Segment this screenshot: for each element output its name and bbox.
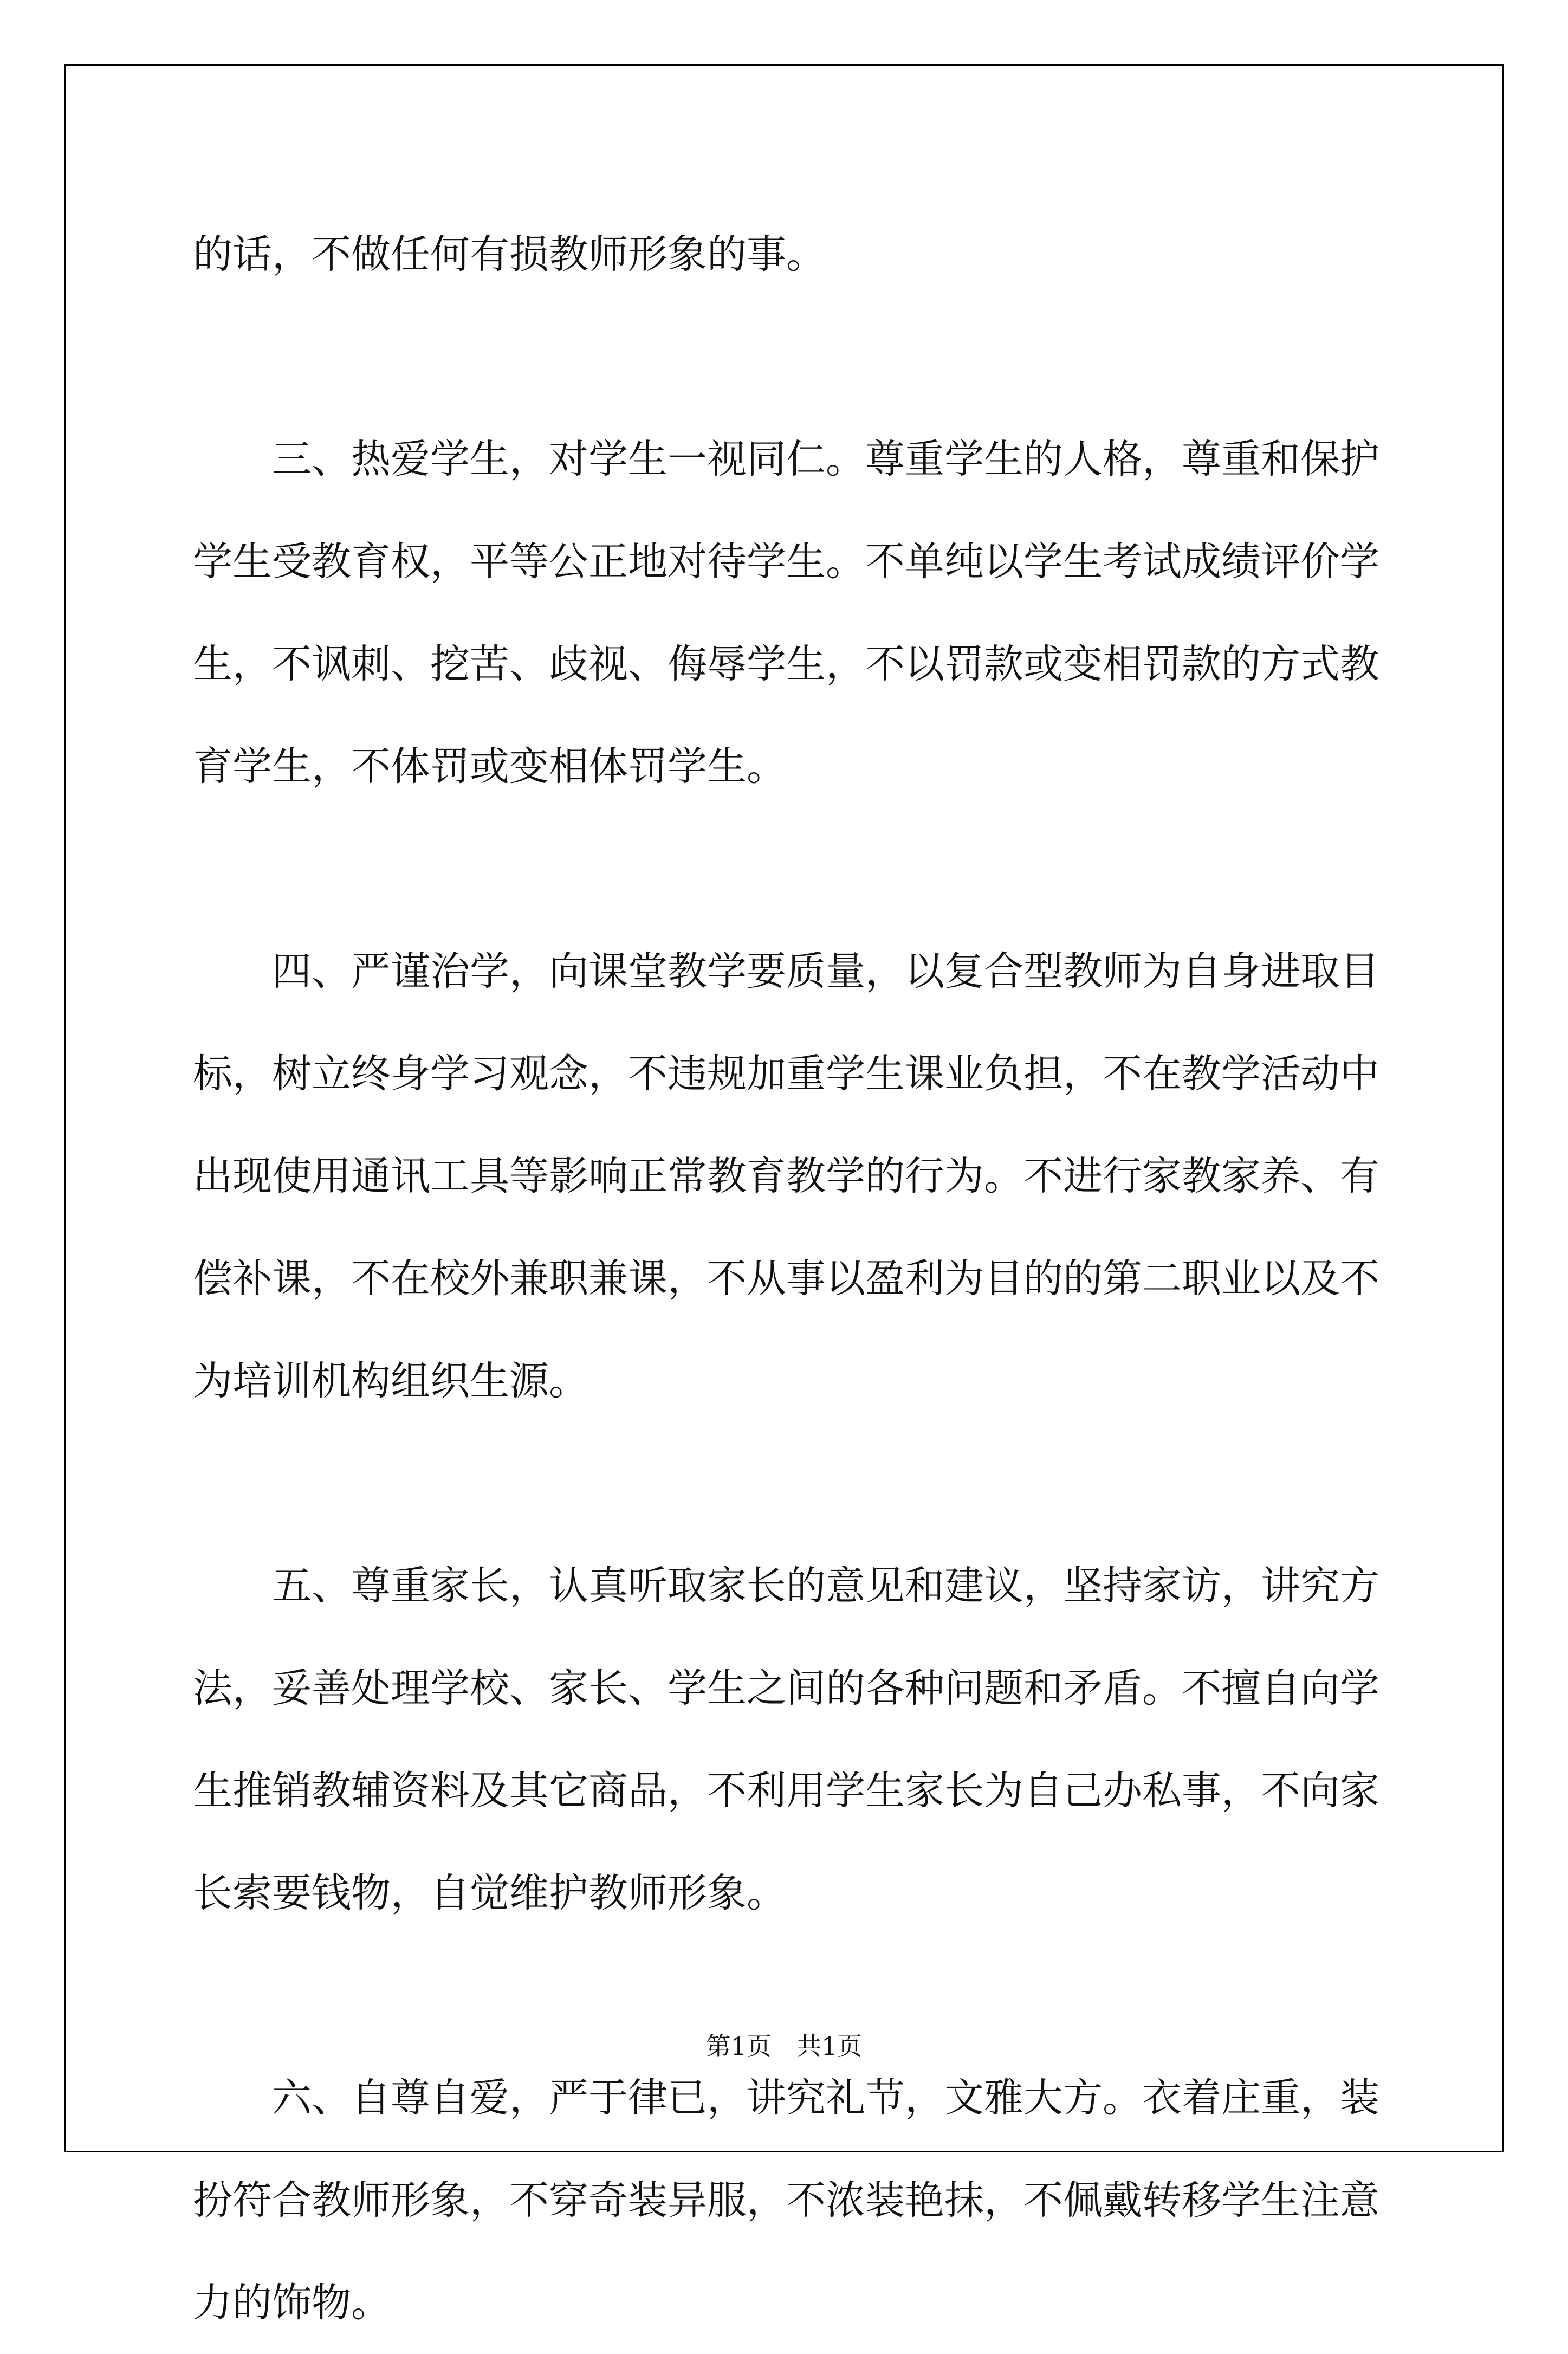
text-line: 的话，不做任何有损教师形象的事。 [193,231,826,277]
text-line: 六、自尊自爱，严于律已，讲究礼节，文雅大方。衣着庄重，装 [193,2075,1379,2121]
text-line: 长索要钱物，自觉维护教师形象。 [193,1870,786,1916]
blank-line [193,1432,1379,1535]
text-line: 扮符合教师形象，不穿奇装异服，不浓装艳抹，不佩戴转移学生注意 [193,2177,1379,2223]
text-line: 五、尊重家长，认真听取家长的意见和建议，坚持家访，讲究方 [193,1563,1379,1609]
text-line: 法，妥善处理学校、家长、学生之间的各种问题和矛盾。不擅自向学 [193,1665,1379,1711]
text-line: 偿补课，不在校外兼职兼课，不从事以盈利为目的的第二职业以及不 [193,1256,1379,1302]
page-footer [0,2027,1568,2062]
blank-line [193,818,1379,920]
text-line: 四、严谨治学，向课堂教学要质量，以复合型教师为自身进取目 [193,948,1379,994]
text-line: 生推销教辅资料及其它商品，不利用学生家长为自己办私事，不向家 [193,1768,1379,1814]
text-line: 出现使用通讯工具等影响正常教育教学的行为。不进行家教家养、有 [193,1153,1379,1199]
page-number-label: 第1页 共1页 [705,2032,863,2061]
text-line: 三、热爱学生，对学生一视同仁。尊重学生的人格，尊重和保护 [193,436,1379,482]
text-line: 生，不讽刺、挖苦、歧视、侮辱学生，不以罚款或变相罚款的方式教 [193,641,1379,687]
blank-line [193,306,1379,408]
text-line: 为培训机构组织生源。 [193,1358,588,1404]
text-line: 标，树立终身学习观念，不违规加重学生课业负担，不在教学活动中 [193,1051,1379,1097]
text-line: 学生受教育权，平等公正地对待学生。不单纯以学生考试成绩评价学 [193,539,1379,585]
text-line: 育学生，不体罚或变相体罚学生。 [193,743,786,790]
text-line: 力的饰物。 [193,2280,391,2326]
